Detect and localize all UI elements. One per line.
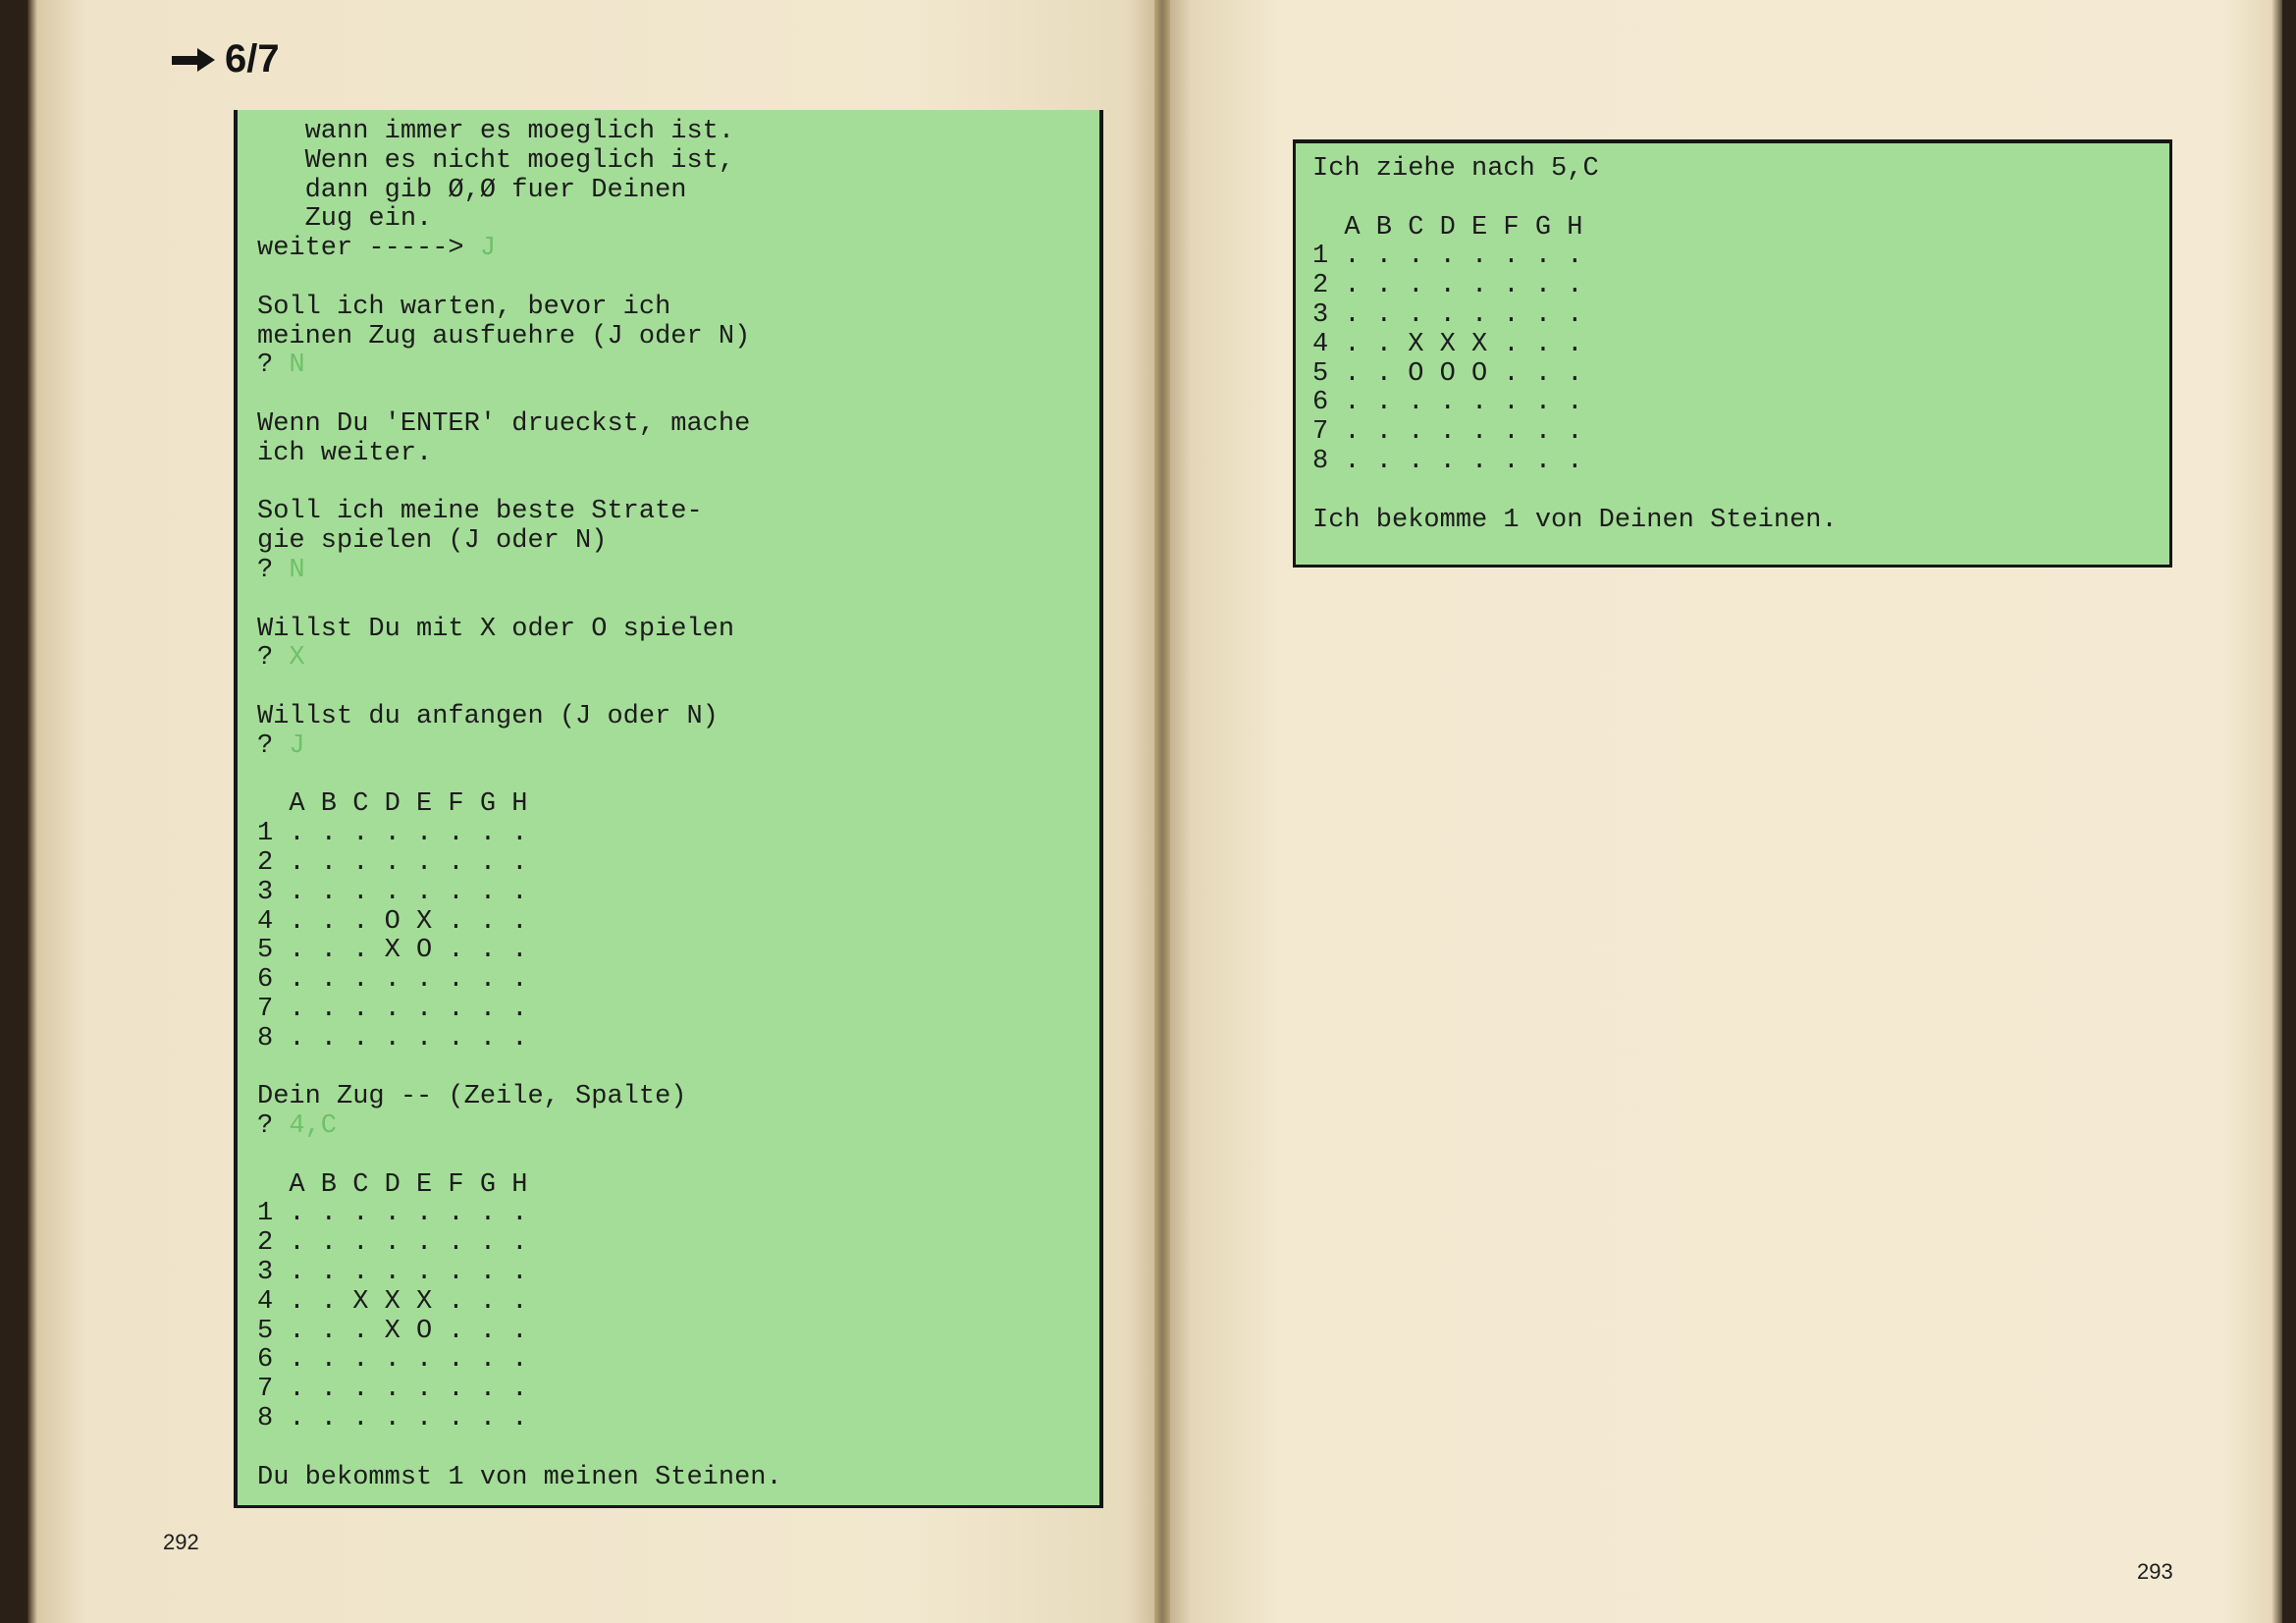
- terminal-line: [1312, 301, 2169, 331]
- terminal-line: [257, 1288, 1099, 1318]
- line-text: 6 . . . . . . . .: [1312, 388, 1583, 418]
- line-text: 3 . . . . . . . .: [1312, 299, 1583, 330]
- line-text: Wenn Du 'ENTER' drueckst, mache: [257, 408, 751, 439]
- terminal-line: [257, 1055, 1099, 1084]
- terminal-line: [257, 996, 1099, 1025]
- terminal-line: [257, 177, 1099, 206]
- line-text: Soll ich warten, bevor ich: [257, 292, 671, 322]
- line-text: ich weiter.: [257, 438, 433, 468]
- line-text: 7 . . . . . . . .: [257, 994, 528, 1024]
- section-heading: [172, 37, 280, 81]
- line-text: Ich bekomme 1 von Deinen Steinen.: [1312, 505, 1838, 535]
- terminal-output-right: [1293, 139, 2172, 568]
- line-text: 3 . . . . . . . .: [257, 1258, 528, 1288]
- line-text: wann immer es moeglich ist.: [257, 117, 735, 146]
- terminal-line: [257, 644, 1099, 674]
- terminal-line: [257, 1229, 1099, 1259]
- line-text: 3 . . . . . . . .: [257, 877, 528, 907]
- line-text: 4 . . X X X . . .: [257, 1286, 528, 1317]
- terminal-line: [1312, 185, 2169, 214]
- terminal-line: [1312, 448, 2169, 477]
- terminal-line: [257, 674, 1099, 703]
- user-input: J: [479, 234, 497, 264]
- line-text: Ich ziehe nach 5,C: [1312, 154, 1599, 184]
- terminal-line: [257, 205, 1099, 235]
- line-text: 6 . . . . . . . .: [257, 965, 528, 996]
- terminal-line: [257, 469, 1099, 499]
- line-text: 1 . . . . . . . .: [257, 819, 528, 849]
- terminal-line: [1312, 389, 2169, 418]
- user-input: J: [289, 730, 305, 761]
- terminal-line: [1312, 155, 2169, 185]
- terminal-line: [257, 352, 1099, 381]
- line-text: gie spielen (J oder N): [257, 526, 608, 557]
- line-text: 8 . . . . . . . .: [1312, 446, 1583, 476]
- line-text: dann gib Ø,Ø fuer Deinen: [257, 175, 687, 205]
- page-number-left: 292: [163, 1530, 199, 1554]
- terminal-line: [257, 1376, 1099, 1405]
- line-text: ?: [257, 730, 274, 761]
- terminal-line: [257, 264, 1099, 294]
- line-text: ?: [257, 555, 274, 585]
- user-input: N: [289, 555, 305, 585]
- terminal-line: [1312, 272, 2169, 301]
- line-text: A B C D E F G H: [257, 1169, 528, 1200]
- terminal-line: [257, 1112, 1099, 1142]
- line-text: ?: [257, 1111, 274, 1142]
- line-text: 6 . . . . . . . .: [257, 1345, 528, 1376]
- terminal-line: [1312, 331, 2169, 360]
- terminal-line: [257, 1171, 1099, 1201]
- terminal-line: [257, 703, 1099, 732]
- arrow-right-icon: [172, 48, 215, 72]
- terminal-line: [257, 1083, 1099, 1112]
- terminal-line: [257, 849, 1099, 879]
- terminal-line: [257, 616, 1099, 645]
- user-input: X: [289, 643, 305, 674]
- line-text: 1 . . . . . . . .: [257, 1199, 528, 1229]
- terminal-line: [257, 908, 1099, 938]
- line-text: Willst Du mit X oder O spielen: [257, 614, 735, 644]
- line-text: A B C D E F G H: [257, 789, 528, 820]
- line-text: 5 . . . X O . . .: [257, 936, 528, 966]
- line-text: 7 . . . . . . . .: [1312, 417, 1583, 448]
- page-number-right: 293: [2137, 1559, 2173, 1584]
- terminal-line: [257, 294, 1099, 323]
- terminal-line: [257, 1434, 1099, 1464]
- line-text: meinen Zug ausfuehre (J oder N): [257, 321, 751, 352]
- terminal-line: [257, 323, 1099, 352]
- terminal-line: [257, 381, 1099, 410]
- terminal-line: [257, 879, 1099, 908]
- line-text: 5 . . O O O . . .: [1312, 358, 1583, 389]
- section-label: 6/7: [225, 37, 280, 81]
- terminal-line: [1312, 507, 2169, 536]
- terminal-line: [257, 498, 1099, 527]
- terminal-line: [1312, 243, 2169, 272]
- line-text: Soll ich meine beste Strate-: [257, 497, 703, 527]
- terminal-line: [1312, 214, 2169, 243]
- terminal-line: [257, 586, 1099, 616]
- terminal-line: [257, 235, 1099, 264]
- line-text: 2 . . . . . . . .: [257, 1228, 528, 1259]
- terminal-line: [257, 440, 1099, 469]
- terminal-line: [257, 762, 1099, 791]
- line-text: weiter ----->: [257, 234, 464, 264]
- terminal-line: [257, 937, 1099, 966]
- terminal-output-left: [234, 110, 1103, 1508]
- line-text: 2 . . . . . . . .: [257, 847, 528, 878]
- terminal-line: [257, 966, 1099, 996]
- terminal-line: [257, 1025, 1099, 1055]
- terminal-line: [257, 1464, 1099, 1493]
- line-text: Dein Zug -- (Zeile, Spalte): [257, 1082, 687, 1112]
- line-text: 8 . . . . . . . .: [257, 1023, 528, 1054]
- terminal-line: [257, 1200, 1099, 1229]
- line-text: 2 . . . . . . . .: [1312, 271, 1583, 301]
- terminal-line: [257, 118, 1099, 147]
- terminal-line: [1312, 418, 2169, 448]
- terminal-line: [257, 1318, 1099, 1347]
- terminal-line: [1312, 477, 2169, 507]
- terminal-line: [257, 732, 1099, 762]
- user-input: N: [289, 351, 305, 381]
- line-text: 7 . . . . . . . .: [257, 1375, 528, 1405]
- line-text: 4 . . X X X . . .: [1312, 329, 1583, 359]
- line-text: Zug ein.: [257, 204, 433, 235]
- terminal-line: [257, 410, 1099, 440]
- terminal-line: [257, 147, 1099, 177]
- terminal-line: [257, 1346, 1099, 1376]
- terminal-line: [257, 527, 1099, 557]
- user-input: 4,C: [289, 1111, 338, 1142]
- line-text: 5 . . . X O . . .: [257, 1316, 528, 1346]
- book-spine: [1154, 0, 1170, 1623]
- terminal-line: [257, 1142, 1099, 1171]
- line-text: A B C D E F G H: [1312, 212, 1583, 243]
- line-text: ?: [257, 351, 274, 381]
- terminal-line: [257, 820, 1099, 849]
- terminal-line: [257, 1405, 1099, 1434]
- line-text: Willst du anfangen (J oder N): [257, 701, 719, 731]
- line-text: Du bekommst 1 von meinen Steinen.: [257, 1462, 782, 1492]
- terminal-line: [257, 790, 1099, 820]
- terminal-line: [257, 1259, 1099, 1288]
- line-text: Wenn es nicht moeglich ist,: [257, 145, 735, 176]
- terminal-line: [257, 557, 1099, 586]
- terminal-line: [1312, 360, 2169, 390]
- line-text: 4 . . . O X . . .: [257, 906, 528, 937]
- line-text: 8 . . . . . . . .: [257, 1404, 528, 1434]
- line-text: 1 . . . . . . . .: [1312, 242, 1583, 272]
- line-text: ?: [257, 643, 274, 674]
